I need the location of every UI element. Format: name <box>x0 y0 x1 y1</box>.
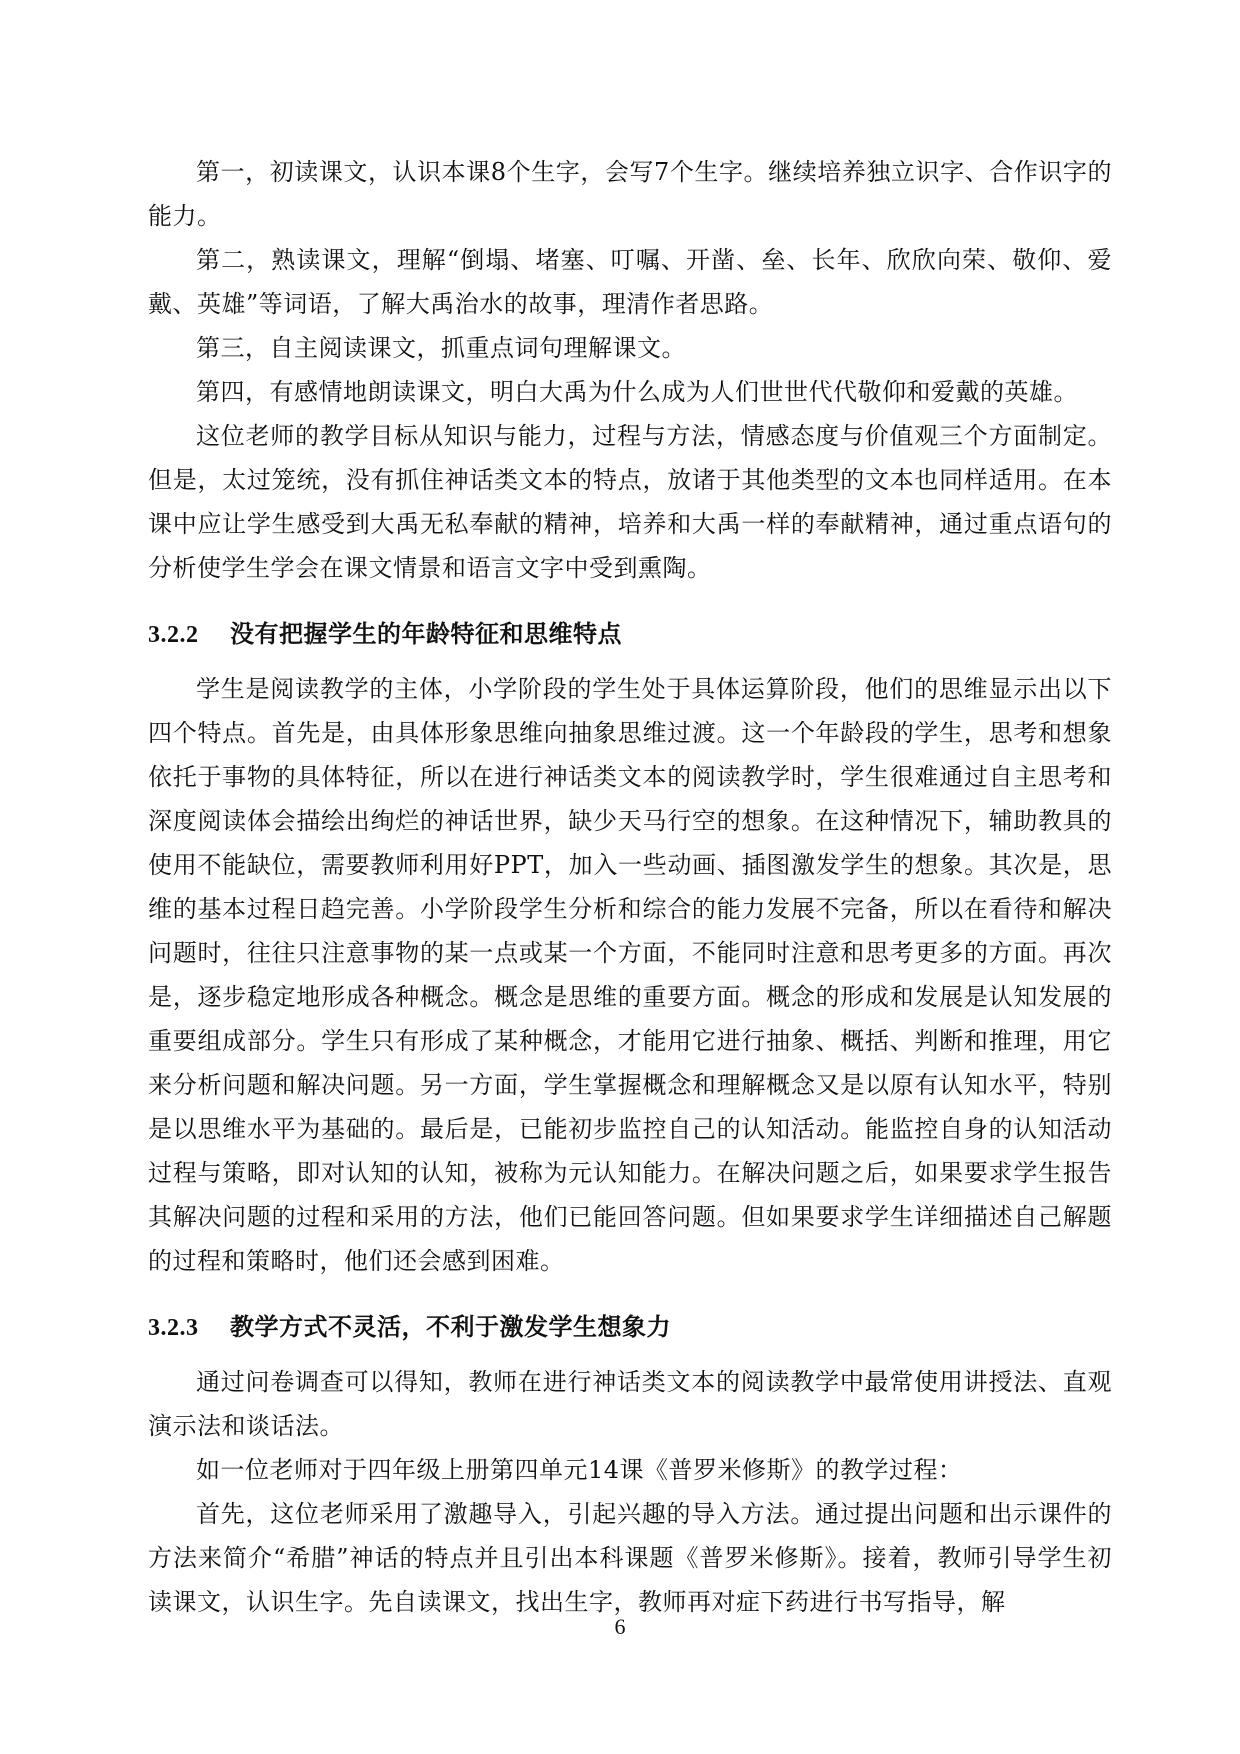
paragraph-goal-4: 第四，有感情地朗读课文，明白大禹为什么成为人们世世代代敬仰和爱戴的英雄。 <box>196 378 1078 406</box>
page-number: 6 <box>614 1614 626 1639</box>
section-title: 教学方式不灵活，不利于激发学生想象力 <box>230 1313 671 1341</box>
section-number: 3.2.2 <box>148 622 199 648</box>
paragraph-goal-2: 第二，熟读课文，理解“倒塌、堵塞、叮嘱、开凿、垒、长年、欣欣向荣、敬仰、爱戴、英雄”等词语，了解大禹治水的故事，理清作者思路。 <box>148 246 1112 318</box>
section-title: 没有把握学生的年龄特征和思维特点 <box>230 620 622 648</box>
paragraph-goal-analysis: 这位老师的教学目标从知识与能力，过程与方法，情感态度与价值观三个方面制定。但是，太过笼统，没有抓住神话类文本的特点，放诸于其他类型的文本也同样适用。在本课中应让学生感受到大禹无私奉献的精神，培养和大禹一样的奉献精神，通过重点语句的分析使学生学会在课文情景和语言文字中受到熏陶。 <box>148 422 1112 582</box>
section-number: 3.2.3 <box>148 1315 199 1341</box>
paragraph-goal-1: 第一，初读课文，认识本课8个生字，会写7个生字。继续培养独立识字、合作识字的能力。 <box>148 158 1112 230</box>
document-body <box>148 150 1112 1624</box>
paragraph-student-characteristics: 学生是阅读教学的主体，小学阶段的学生处于具体运算阶段，他们的思维显示出以下四个特点。首先是，由具体形象思维向抽象思维过渡。这一个年龄段的学生，思考和想象依托于事物的具体特征，所以在进行神话类文本的阅读教学时，学生很难通过自主思考和深度阅读体会描绘出绚烂的神话世界，缺少天马行空的想象。在这种情况下，辅助教具的使用不能缺位，需要教师利用好PPT，加入一些动画、插图激发学生的想象。其次是，思维的基本过程日趋完善。小学阶段学生分析和综合的能力发展不完备，所以在看待和解决问题时，往往只注意事物的某一点或某一个方面，不能同时注意和思考更多的方面。再次是，逐步稳定地形成各种概念。概念是思维的重要方面。概念的形成和发展是认知发展的重要组成部分。学生只有形成了某种概念，才能用它进行抽象、概括、判断和推理，用它来分析问题和解决问题。另一方面，学生掌握概念和理解概念又是以原有认知水平，特别是以思维水平为基础的。最后是，已能初步监控自己的认知活动。能监控自身的认知活动过程与策略，即对认知的认知，被称为元认知能力。在解决问题之后，如果要求学生报告其解决问题的过程和采用的方法，他们已能回答问题。但如果要求学生详细描述自己解题的过程和策略时，他们还会感到困难。 <box>148 675 1112 1275</box>
paragraph-goal-3: 第三，自主阅读课文，抓重点词句理解课文。 <box>196 334 686 362</box>
section-heading-3-2-2 <box>148 612 1112 657</box>
paragraph-survey: 通过问卷调查可以得知，教师在进行神话类文本的阅读教学中最常使用讲授法、直观演示法和谈话法。 <box>148 1368 1112 1440</box>
paragraph-teaching-process: 首先，这位老师采用了激趣导入，引起兴趣的导入方法。通过提出问题和出示课件的方法来简介“希腊”神话的特点并且引出本科课题《普罗米修斯》。接着，教师引导学生初读课文，认识生字。先自读课文，找出生字，教师再对症下药进行书写指导，解 <box>148 1500 1112 1616</box>
paragraph-example-intro: 如一位老师对于四年级上册第四单元14课《普罗米修斯》的教学过程： <box>196 1456 963 1484</box>
section-heading-3-2-3 <box>148 1305 1112 1350</box>
